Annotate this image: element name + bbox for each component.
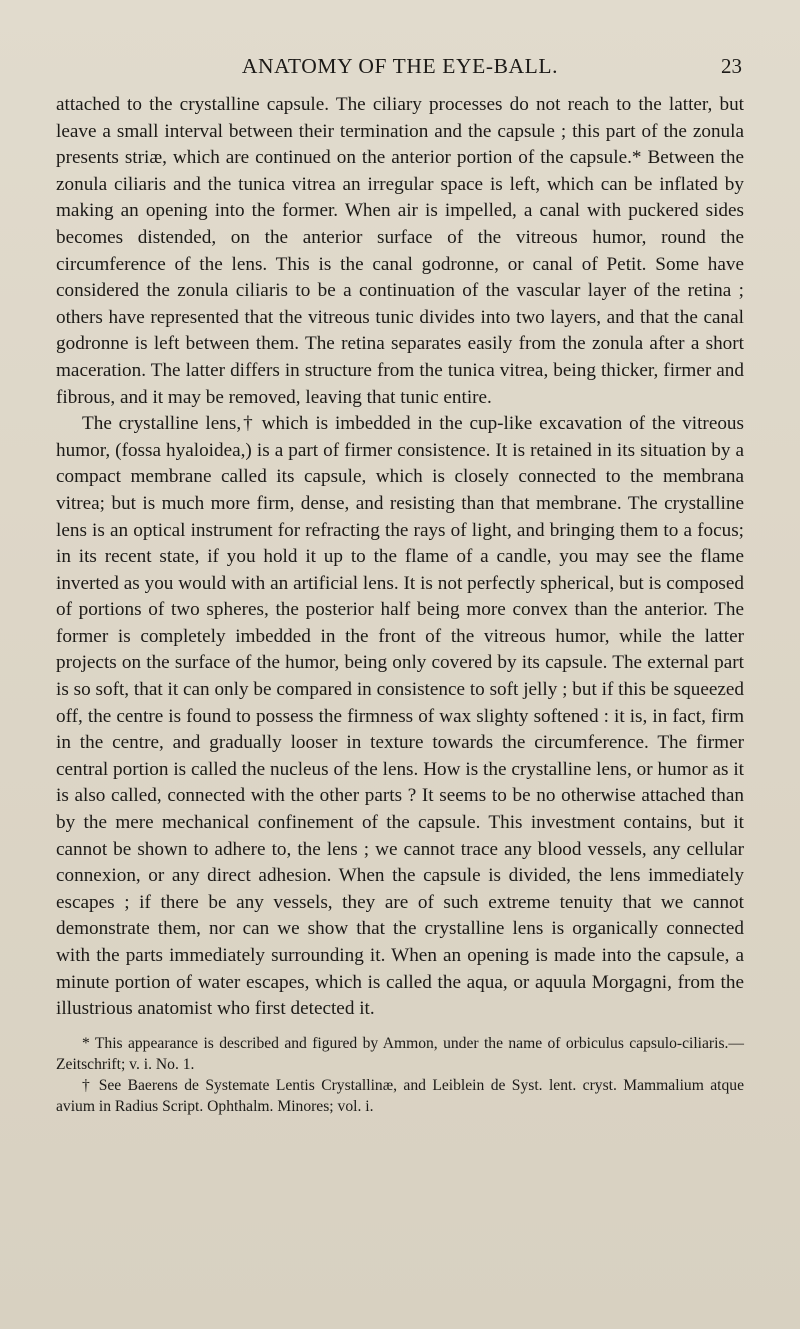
- footnotes: [56, 1033, 744, 1117]
- footnote-asterisk: * This appearance is described and figured by Ammon, under the name of orbiculus capsulo-ciliaris.—Zeitschrift; v. i. No. 1.: [56, 1034, 744, 1073]
- running-title: ANATOMY OF THE EYE-BALL.: [241, 54, 559, 78]
- footnote-dagger: † See Baerens de Systemate Lentis Crystallinæ, and Leiblein de Syst. lent. cryst. Mammalium atque avium in Radius Script. Ophthalm. Minores; vol. i.: [56, 1076, 744, 1115]
- paragraph-crystalline-lens: The crystalline lens,† which is imbedded in the cup-like excavation of the vitreous humor, (fossa hyaloidea,) is a part of firmer consistence. It is retained in its situation by a compact membrane called its capsule, which is closely connected to the membrana vitrea; but is much more firm, dense, and resisting than that membrane. The crystalline lens is an optical instrument for refracting the rays of light, and bringing them to a focus; in its recent state, if you hold it up to the flame of a candle, you may see the flame inverted as you would with an artificial lens. It is not perfectly spherical, but is composed of portions of two spheres, the posterior half being more convex than the anterior. The former is completely imbedded in the front of the vitreous humor, while the latter projects on the surface of the humor, being only covered by its capsule. The external part is so soft, that it can only be compared in consistence to soft jelly ; but if this be squeezed off, the centre is found to possess the firmness of wax slighty softened : it is, in fact, firm in the centre, and gradually looser in texture towards the circumference. The firmer central portion is called the nucleus of the lens. How is the crystalline lens, or humor as it is also called, connected with the other parts ? It seems to be no otherwise attached than by the mere mechanical confinement of the capsule. This investment contains, but it cannot be shown to adhere to, the lens ; we cannot trace any blood vessels, any cellular connexion, or any direct adhesion. When the capsule is divided, the lens immediately escapes ; if there be any vessels, they are of such extreme tenuity that we cannot demonstrate them, nor can we show that the crystalline lens is organically connected with the parts immediately surrounding it. When an opening is made into the capsule, a minute portion of water escapes, which is called the aqua, or aquula Morgagni, from the illustrious anatomist who first detected it.: [56, 413, 744, 1020]
- page-number: 23: [721, 54, 742, 78]
- running-head: [56, 54, 744, 84]
- paragraph-continued: attached to the crystalline capsule. The ciliary processes do not reach to the latter, but leave a small interval between their termination and the capsule ; this part of the zonula presents striæ, which are continued on the anterior portion of the capsule.* Between the zonula ciliaris and the tunica vitrea an irregular space is left, which can be inflated by making an opening into the former. When air is impelled, a canal with puckered sides becomes distended, on the anterior surface of the vitreous humor, round the circumference of the lens. This is the canal godronne, or canal of Petit. Some have considered the zonula ciliaris to be a continuation of the vascular layer of the retina ; others have represented that the vitreous tunic divides into two layers, and that the canal godronne is left between them. The retina separates easily from the zonula after a short maceration. The latter differs in structure from the tunica vitrea, being thicker, firmer and fibrous, and it may be removed, leaving that tunic entire.: [56, 94, 744, 408]
- body-text: [56, 92, 744, 1023]
